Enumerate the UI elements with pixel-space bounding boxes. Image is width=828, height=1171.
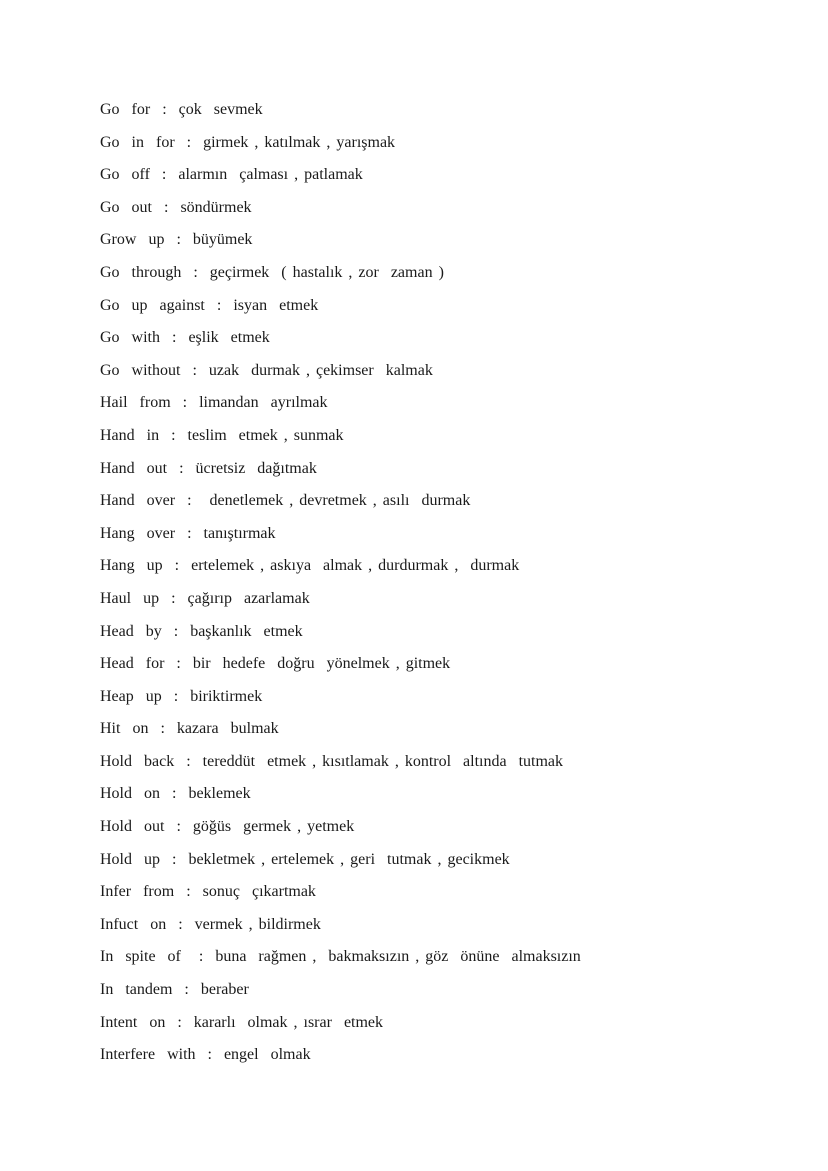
list-item: Go up against : isyan etmek xyxy=(100,296,319,314)
list-item: Go with : eşlik etmek xyxy=(100,329,270,347)
list-item: Interfere with : engel olmak xyxy=(100,1046,311,1064)
list-item: Head for : bir hedefe doğru yönelmek , gitmek xyxy=(100,655,451,673)
list-item: Hand over : denetlemek , devretmek , asılı durmak xyxy=(100,492,471,510)
list-item: Hold up : bekletmek , ertelemek , geri tutmak , gecikmek xyxy=(100,850,510,868)
list-item: In tandem : beraber xyxy=(100,981,249,999)
list-item: Intent on : kararlı olmak , ısrar etmek xyxy=(100,1013,384,1031)
list-item: Hold on : beklemek xyxy=(100,785,251,803)
list-item: Grow up : büyümek xyxy=(100,231,253,249)
list-item: Haul up : çağırıp azarlamak xyxy=(100,589,310,607)
list-item: Hold out : göğüs germek , yetmek xyxy=(100,818,355,836)
list-item: Infuct on : vermek , bildirmek xyxy=(100,915,321,933)
list-item: Go off : alarmın çalması , patlamak xyxy=(100,166,363,184)
list-item: Hang up : ertelemek , askıya almak , durdurmak , durmak xyxy=(100,557,520,575)
list-item: Go without : uzak durmak , çekimser kalmak xyxy=(100,361,433,379)
list-item: Heap up : biriktirmek xyxy=(100,687,263,705)
list-item: Infer from : sonuç çıkartmak xyxy=(100,883,316,901)
list-item: Hit on : kazara bulmak xyxy=(100,720,279,738)
list-item: Hold back : tereddüt etmek , kısıtlamak , kontrol altında tutmak xyxy=(100,752,564,770)
list-item: Head by : başkanlık etmek xyxy=(100,622,303,640)
list-item: Go in for : girmek , katılmak , yarışmak xyxy=(100,133,396,151)
list-item: Hail from : limandan ayrılmak xyxy=(100,394,328,412)
list-item: Hang over : tanıştırmak xyxy=(100,524,276,542)
list-item: Go through : geçirmek ( hastalık , zor zaman ) xyxy=(100,263,444,281)
phrasal-verb-list xyxy=(100,94,800,1072)
list-item: Hand in : teslim etmek , sunmak xyxy=(100,426,344,444)
list-item: Go out : söndürmek xyxy=(100,198,252,216)
list-item: In spite of : buna rağmen , bakmaksızın , göz önüne almaksızın xyxy=(100,948,581,966)
list-item: Hand out : ücretsiz dağıtmak xyxy=(100,459,317,477)
list-item: Go for : çok sevmek xyxy=(100,101,263,118)
